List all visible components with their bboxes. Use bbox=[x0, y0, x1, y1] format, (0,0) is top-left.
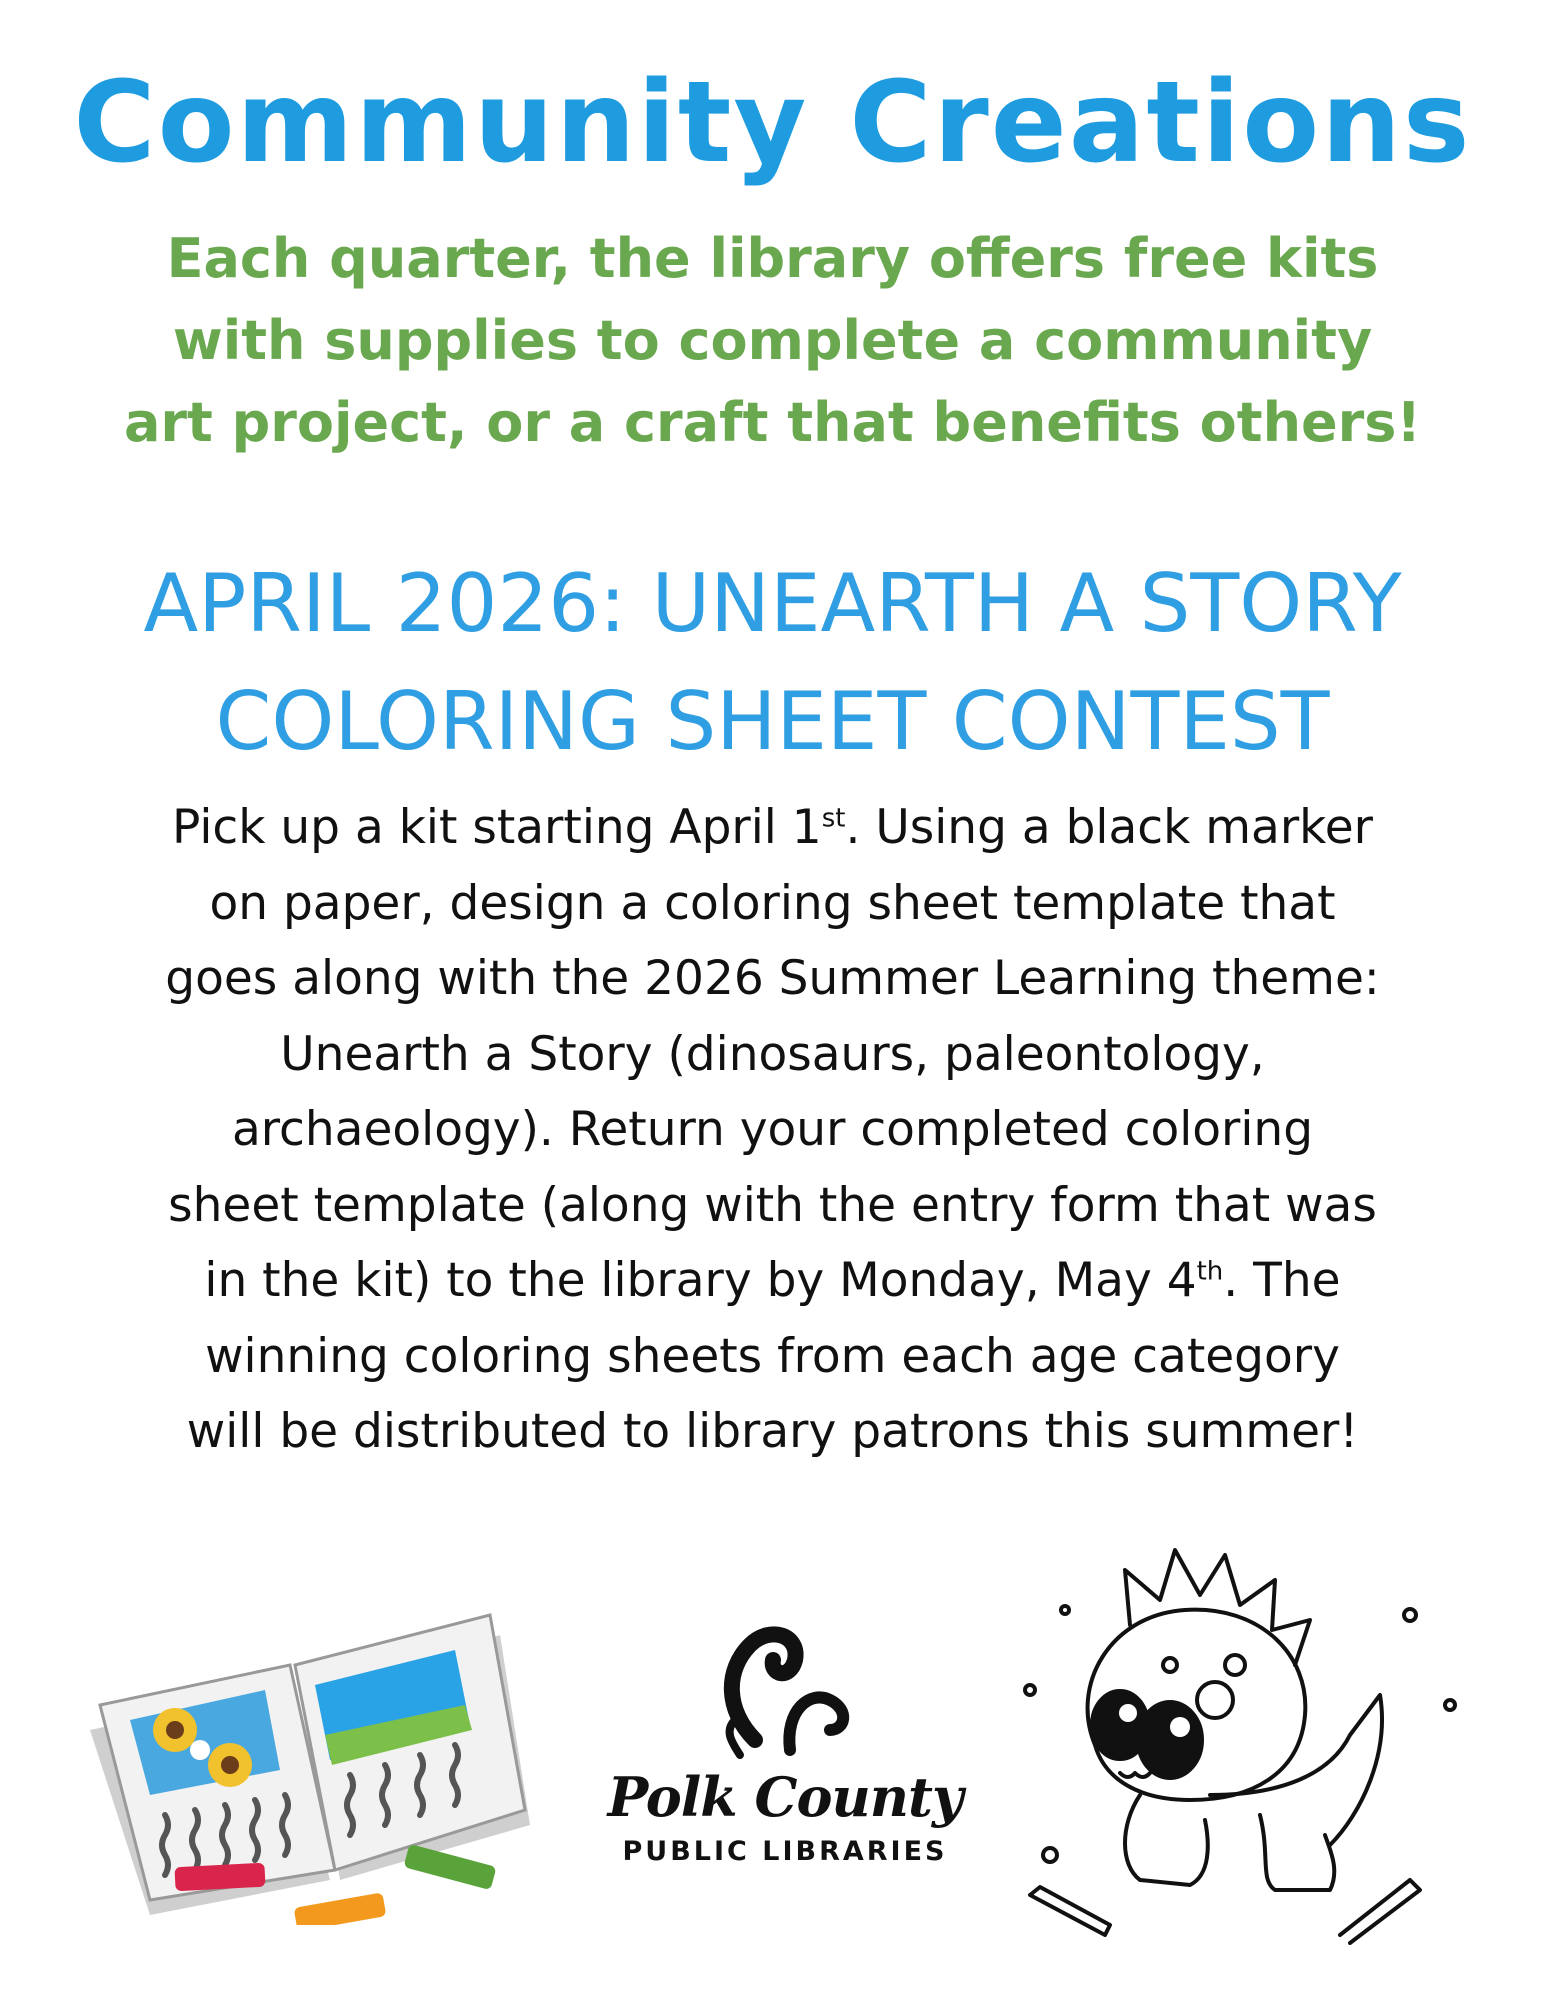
description-line bbox=[40, 790, 1505, 866]
description-fragment: . Using a black marker bbox=[845, 800, 1373, 855]
event-heading bbox=[60, 545, 1485, 781]
event-heading-line: APRIL 2026: UNEARTH A STORY bbox=[143, 557, 1402, 650]
description-line: winning coloring sheets from each age category bbox=[205, 1328, 1340, 1384]
page-title: Community Creations bbox=[73, 58, 1472, 188]
description-line bbox=[40, 1243, 1505, 1319]
event-heading-line: COLORING SHEET CONTEST bbox=[215, 675, 1330, 768]
description-fragment: Pick up a kit starting April 1 bbox=[172, 800, 822, 855]
description-line: on paper, design a coloring sheet template that bbox=[209, 875, 1336, 931]
description-line: Unearth a Story (dinosaurs, paleontology, bbox=[280, 1026, 1265, 1082]
logo-subtitle: PUBLIC LIBRARIES bbox=[622, 1836, 948, 1867]
intro-line: art project, or a craft that benefits others! bbox=[123, 391, 1422, 454]
description-line: will be distributed to library patrons this summer! bbox=[186, 1404, 1359, 1459]
intro-text bbox=[100, 218, 1445, 464]
logo-name: Polk County bbox=[607, 1765, 963, 1829]
logo-flame-mark bbox=[575, 1590, 995, 1765]
ordinal-suffix: st bbox=[821, 803, 846, 834]
description-fragment: . The bbox=[1223, 1253, 1341, 1308]
description-line: archaeology). Return your completed coloring bbox=[231, 1102, 1314, 1157]
intro-line: with supplies to complete a community bbox=[172, 309, 1373, 372]
library-logo bbox=[575, 1590, 995, 1880]
description-line: sheet template (along with the entry form that was bbox=[168, 1177, 1377, 1233]
intro-line: Each quarter, the library offers free kits bbox=[166, 227, 1379, 290]
description-line: goes along with the 2026 Summer Learning theme: bbox=[165, 951, 1380, 1006]
coloring-book-illustration bbox=[80, 1525, 550, 1925]
ordinal-suffix: th bbox=[1196, 1256, 1224, 1287]
event-description bbox=[40, 790, 1505, 1470]
description-fragment: in the kit) to the library by Monday, May 4 bbox=[204, 1253, 1197, 1308]
dinosaur-illustration bbox=[1010, 1515, 1480, 1945]
